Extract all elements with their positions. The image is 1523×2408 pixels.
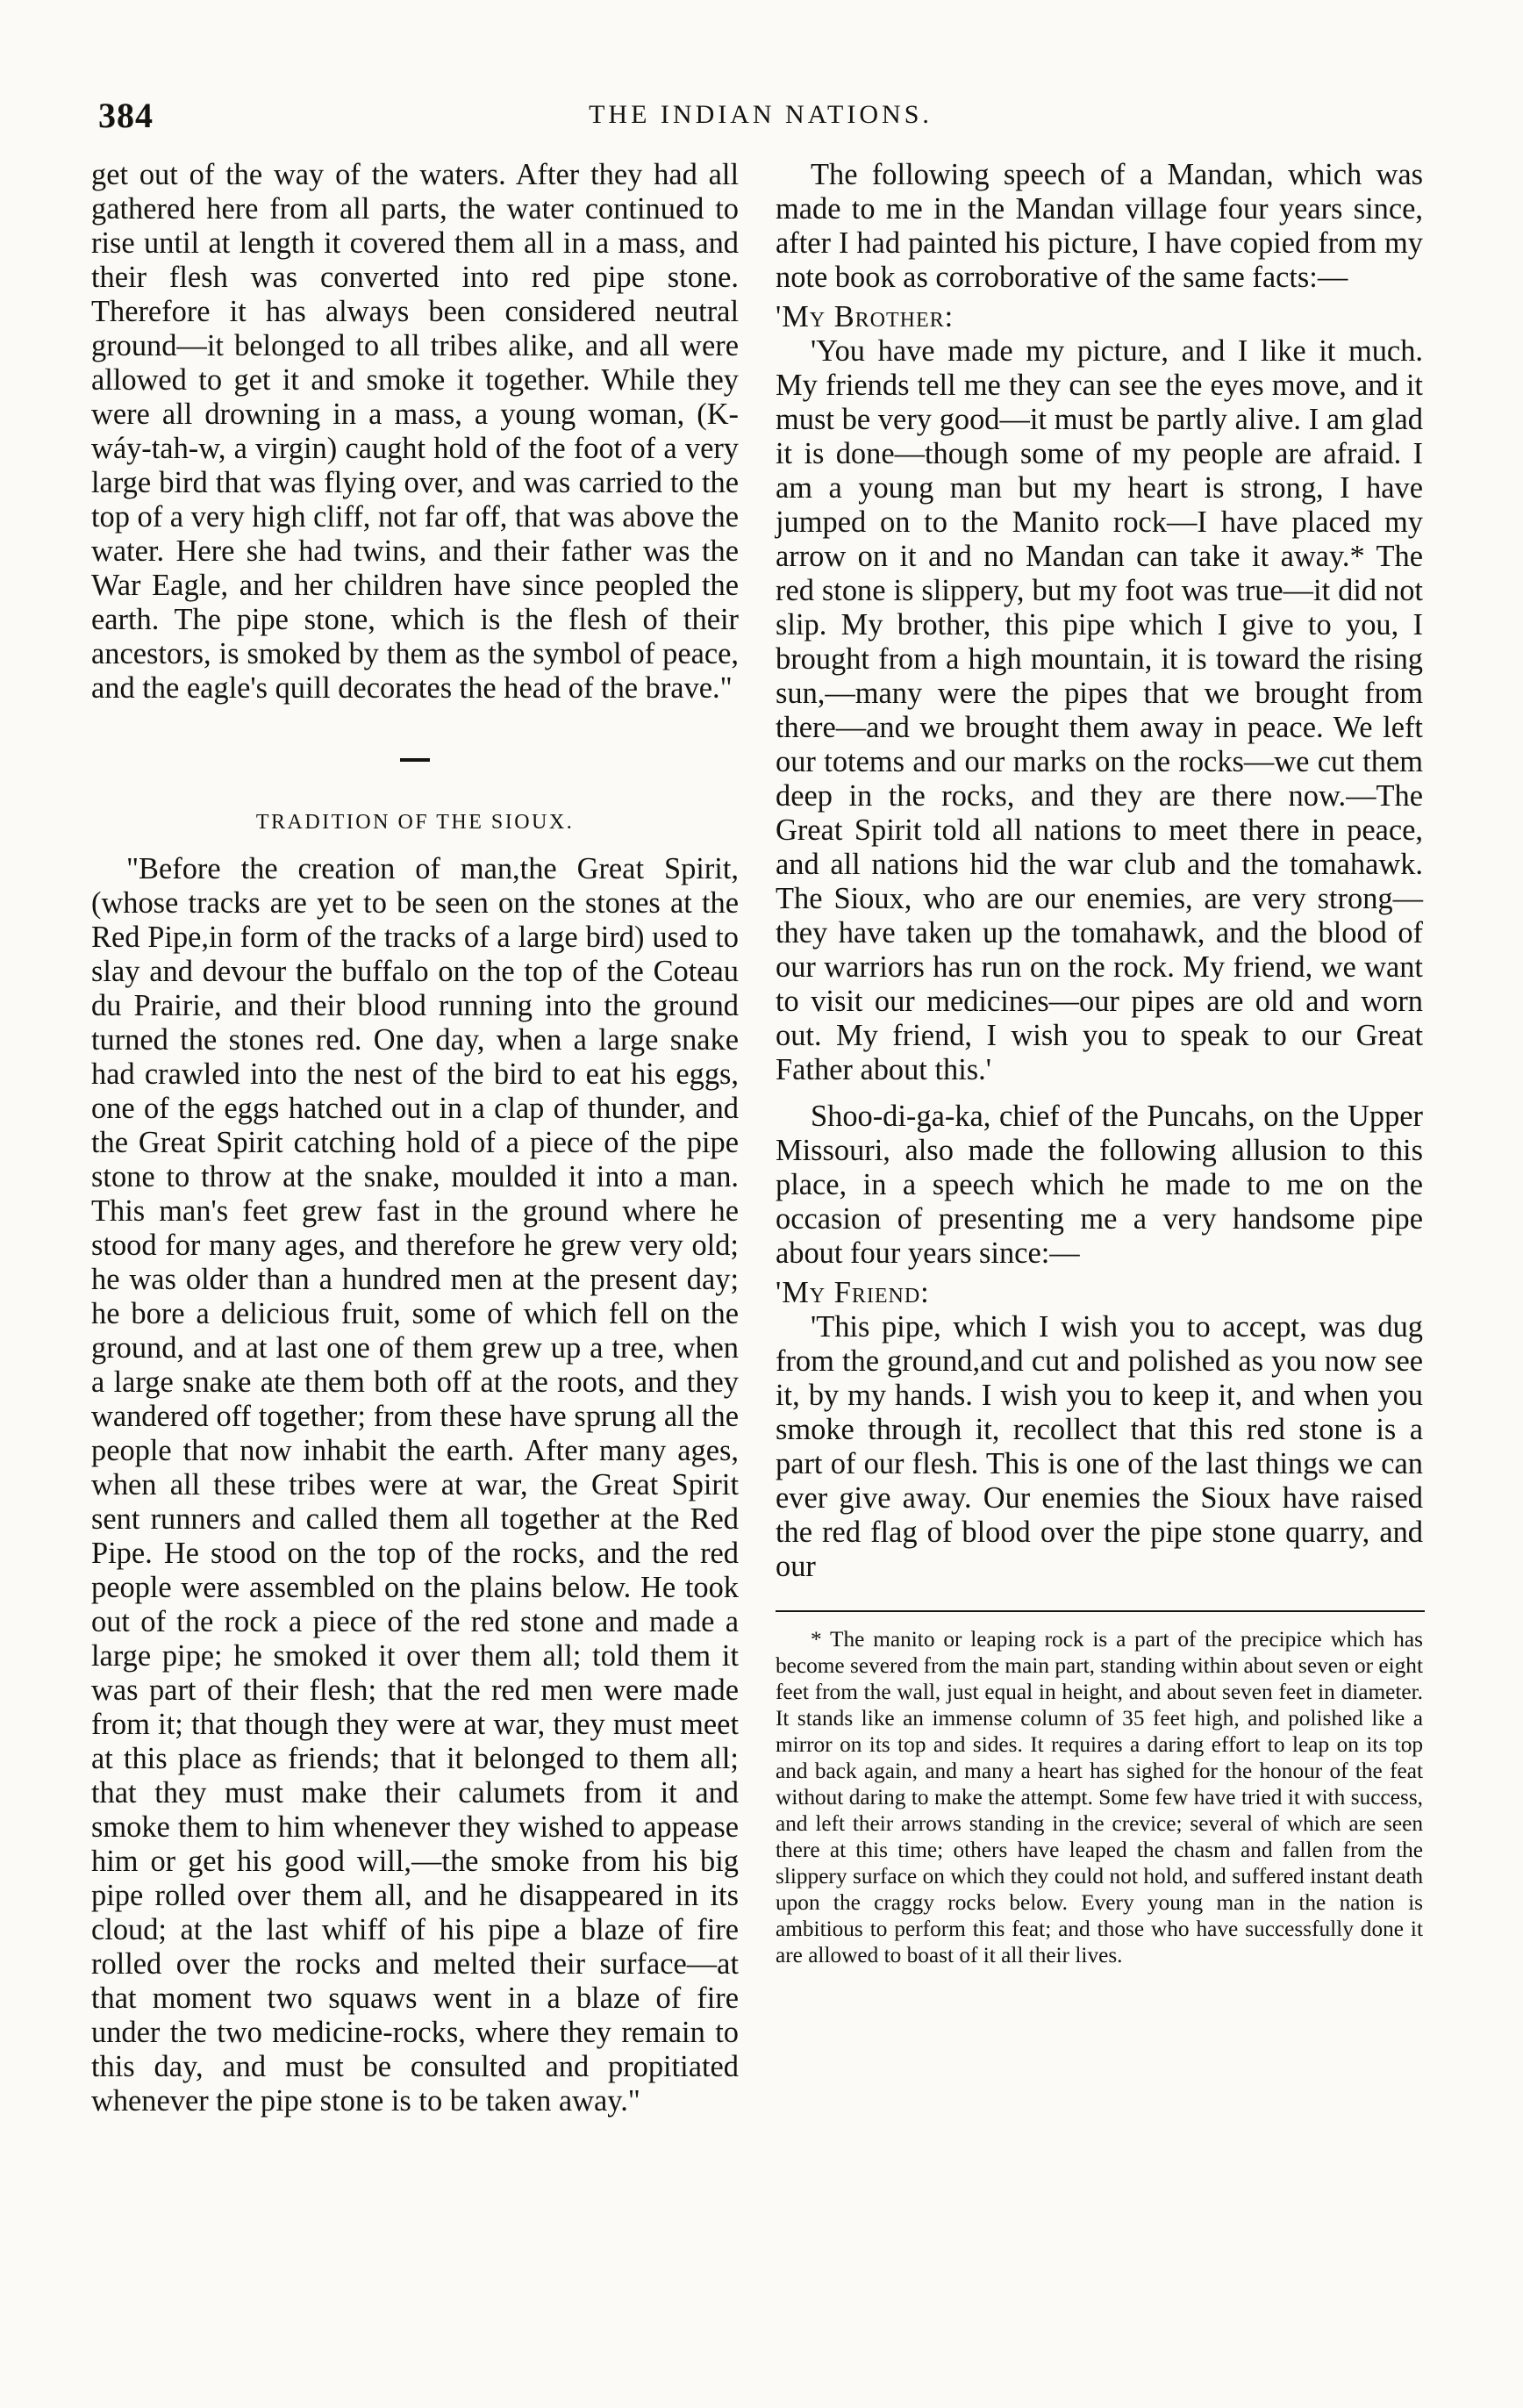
footnote-rule	[776, 1610, 1425, 1612]
greeting-my-friend: 'My Friend:	[776, 1276, 930, 1309]
left-column	[91, 158, 739, 2118]
paragraph-puncah-intro: Shoo-di-ga-ka, chief of the Puncahs, on the Upper Missouri, also made the following allusion to this place, in a speech which he made to me on the occasion of presenting me a very handsome pipe about four years since:—	[776, 1100, 1423, 1270]
paragraph-sioux-tradition: "Before the creation of man,the Great Spirit, (whose tracks are yet to be seen on the stones at the Red Pipe,in form of the tracks of a large bird) used to slay and devour the buffalo on the top of the Coteau du Prairie, and their blood running into the ground turned the stones red. One day, when a large snake had crawled into the nest of the bird to eat his eggs, one of the eggs hatched out in a clap of thunder, and the Great Spirit catching hold of a piece of the pipe stone to throw at the snake, moulded it into a man. This man's feet grew fast in the ground where he stood for many ages, and therefore he grew very old; he was older than a hundred men at the present day; he bore a delicious fruit, some of which fell on the ground, and at last one of them grew up a tree, when a large snake ate them both off at the roots, and they wandered off together; from these have sprung all the people that now inhabit the earth. After many ages, when all these tribes were at war, the Great Spirit sent runners and called them all together at the Red Pipe. He stood on the top of the rocks, and the red people were assembled on the plains below. He took out of the rock a piece of the red stone and made a large pipe; he smoked it over them all; told them it was part of their flesh; that the red men were made from it; that though they were at war, they must meet at this place as friends; that it belonged to them all; that they must make their calumets from it and smoke them to him whenever they wished to appease him or get his good will,—the smoke from his big pipe rolled over them all, and he disappeared in its cloud; at the last whiff of his pipe a blaze of fire rolled over the rocks and melted their surface—at that moment two squaws went in a blaze of fire under the two medicine-rocks, where they remain to this day, and must be consulted and propitiated whenever the pipe stone is to be taken away."	[91, 852, 739, 2118]
section-divider-dash	[400, 758, 430, 762]
greeting-my-brother: 'My Brother:	[776, 300, 955, 333]
paragraph-mandan-intro: The following speech of a Mandan, which was made to me in the Mandan village four years since, after I had painted his picture, I have copied from my note book as corroborative of the same facts:—	[776, 158, 1423, 294]
page-number: 384	[98, 96, 154, 135]
paragraph-puncah-speech: 'This pipe, which I wish you to accept, was dug from the ground,and cut and polished as you now see it, by my hands. I wish you to keep it, and when you smoke through it, recollect that this red stone is a part of our flesh. This is one of the last things we can ever give away. Our enemies the Sioux have raised the red flag of blood over the pipe stone quarry, and our	[776, 1310, 1423, 1583]
paragraph-flood-story: get out of the way of the waters. After they had all gathered here from all parts, the water continued to rise until at length it covered them all in a mass, and their flesh was converted into red pipe stone. Therefore it has always been considered neutral ground—it belonged to all tribes alike, and all were allowed to get it and smoke it together. While they were all drowning in a mass, a young woman, (K-wáy-tah-w, a virgin) caught hold of the foot of a very large bird that was flying over, and was carried to the top of a very high cliff, not far off, that was above the water. Here she had twins, and their father was the War Eagle, and her children have since peopled the earth. The pipe stone, which is the flesh of their ancestors, is smoked by them as the symbol of peace, and the eagle's quill decorates the head of the brave."	[91, 158, 739, 705]
page-header	[98, 95, 1423, 147]
footnote-manito-rock: * The manito or leaping rock is a part of the precipice which has become severed from the main part, standing within about seven or eight feet from the wall, just equal in height, and about seven feet in diameter. It stands like an immense column of 35 feet high, and polished like a mirror on its top and sides. It requires a daring effort to leap on its top and back again, and many a heart has sighed for the honour of the feat without daring to make the attempt. Some few have tried it with success, and left their arrows standing in the crevice; several of which are seen there at this time; others have leaped the chasm and fallen from the slippery surface on which they could not hold, and suffered instant death upon the craggy rocks below. Every young man in the nation is ambitious to perform this feat; and those who have successfully done it are allowed to boast of it all their lives.	[776, 1627, 1423, 1967]
section-title-tradition-sioux: TRADITION OF THE SIOUX.	[255, 811, 575, 834]
paragraph-mandan-speech: 'You have made my picture, and I like it much. My friends tell me they can see the eyes move, and it must be very good—it must be partly alive. I am glad it is done—though some of my people are afraid. I am a young man but my heart is strong, I have jumped on to the Manito rock—I have placed my arrow on it and no Mandan can take it away.* The red stone is slippery, but my foot was true—it did not slip. My brother, this pipe which I give to you, I brought from a high mountain, it is toward the rising sun,—many were the pipes that we brought from there—and we brought them away in peace. We left our totems and our marks on the rocks—we cut them deep in the rocks, and they are there now.—The Great Spirit told all nations to meet there in peace, and all nations hid the war club and the tomahawk. The Sioux, who are our enemies, are very strong—they have taken up the tomahawk, and the blood of our warriors has run on the rock. My friend, we want to visit our medicines—our pipes are old and worn out. My friend, I wish you to speak to our Great Father about this.'	[776, 334, 1423, 1086]
right-column	[776, 158, 1423, 1968]
running-title: THE INDIAN NATIONS.	[589, 100, 933, 129]
